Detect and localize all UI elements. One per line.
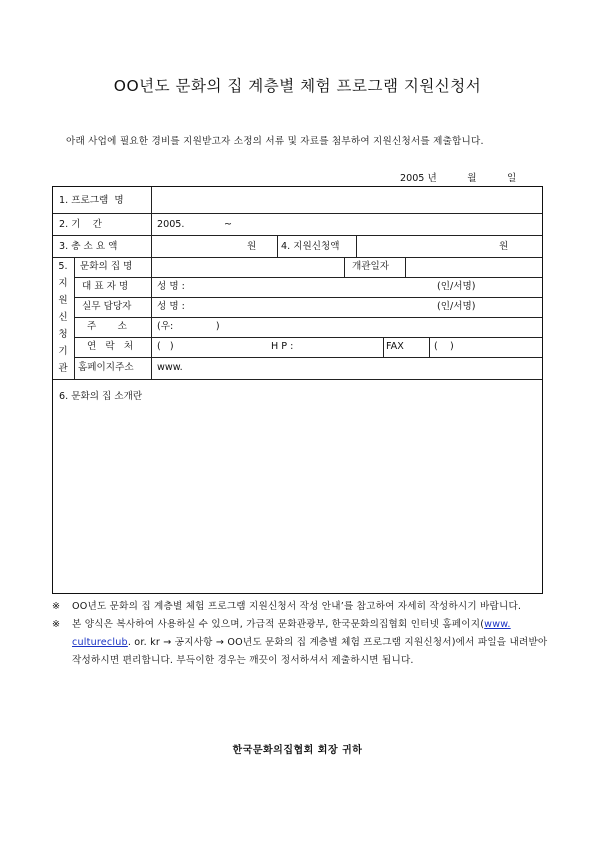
- homepage-field[interactable]: www.: [157, 362, 183, 373]
- note-mark: ※: [52, 619, 61, 630]
- date-year: 2005: [400, 173, 425, 184]
- manager-label: 실무 담당자: [82, 301, 132, 312]
- column-divider: [429, 337, 430, 357]
- manager-seal-label: (인/서명): [437, 301, 476, 312]
- address-label: 주 소: [87, 321, 127, 332]
- date-day-unit: 일: [507, 173, 517, 184]
- date-year-unit: 년: [427, 173, 437, 184]
- column-divider: [151, 257, 152, 379]
- phone-area-code[interactable]: ( ): [157, 341, 174, 352]
- manager-name-prefix: 성 명 :: [157, 301, 185, 312]
- postal-code-field[interactable]: (우: ): [157, 321, 220, 332]
- org-section-char: 관: [58, 363, 68, 374]
- program-name-label: 1. 프로그램 명: [59, 195, 124, 206]
- column-divider: [405, 257, 406, 277]
- row-divider: [74, 297, 542, 298]
- row-divider: [53, 213, 542, 214]
- column-divider: [356, 235, 357, 257]
- note-item: [52, 598, 552, 616]
- fax-area-code[interactable]: ( ): [434, 341, 454, 352]
- program-name-field[interactable]: [153, 189, 539, 211]
- note-text: . or. kr → 공지사항 → OO년도 문화의 집 계층별 체험 프로그램 지원신청서)에서 파일을 내려받아 작성하시면 편리합니다. 부득이한 경우는 깨끗이 정서하셔서 제출하시면 됩니다.: [72, 637, 548, 666]
- org-section-number: 5.: [58, 261, 68, 272]
- org-section-char: 지: [58, 278, 68, 289]
- row-divider: [74, 357, 542, 358]
- intro-paragraph: 아래 사업에 필요한 경비를 지원받고자 소정의 서류 및 자료를 첨부하여 지원신청서를 제출합니다.: [66, 136, 484, 147]
- note-text: 본 양식은 복사하여 사용하실 수 있으며, 가급적 문화관광부, 한국문화의집협회 인터넷 홈페이지(: [72, 619, 485, 630]
- house-intro-label: 6. 문화의 집 소개란: [59, 391, 143, 402]
- opening-date-label: 개관일자: [352, 261, 390, 272]
- org-section-char: 기: [58, 346, 68, 357]
- addressee-footer: 한국문화의집협회 회장 귀하: [232, 745, 363, 756]
- column-divider: [74, 257, 75, 379]
- period-separator: ~: [224, 219, 233, 230]
- column-divider: [383, 337, 384, 357]
- fax-label: FAX: [386, 341, 404, 352]
- representative-label: 대 표 자 명: [82, 281, 129, 292]
- note-text: OO년도 문화의 집 계층별 체험 프로그램 지원신청서 작성 안내’를 참고하여 자세히 작성하시기 바랍니다.: [72, 601, 522, 612]
- org-section-char: 원: [58, 295, 68, 306]
- note-item: [52, 616, 552, 670]
- org-section-label: [56, 258, 70, 377]
- house-name-label: 문화의 집 명: [80, 261, 133, 272]
- homepage-link[interactable]: www. cultureclub: [72, 619, 511, 648]
- requested-amount-label: 4. 지원신청액: [281, 241, 340, 252]
- notes: [52, 598, 552, 670]
- contact-label: 연 락 처: [87, 341, 134, 352]
- org-section-char: 청: [58, 329, 68, 340]
- mobile-label: H P :: [271, 341, 294, 352]
- row-divider: [53, 235, 542, 236]
- representative-seal-label: (인/서명): [437, 281, 476, 292]
- house-intro-field[interactable]: [57, 407, 539, 589]
- total-budget-label: 3. 총 소 요 액: [59, 241, 118, 252]
- document-title: OO년도 문화의 집 계층별 체험 프로그램 지원신청서: [113, 77, 482, 95]
- period-start-field[interactable]: 2005.: [157, 219, 185, 230]
- application-form: [52, 186, 543, 594]
- column-divider: [344, 257, 345, 277]
- row-divider: [74, 277, 542, 278]
- total-budget-unit: 원: [247, 241, 257, 252]
- org-section-char: 신: [58, 312, 68, 323]
- row-divider: [74, 337, 542, 338]
- homepage-label: 홈페이지주소: [78, 362, 134, 373]
- row-divider: [74, 317, 542, 318]
- period-label: 2. 기 간: [59, 219, 102, 230]
- date-month-unit: 월: [467, 173, 477, 184]
- column-divider: [277, 235, 278, 257]
- column-divider: [151, 187, 152, 257]
- row-divider: [53, 257, 542, 258]
- requested-amount-unit: 원: [499, 241, 509, 252]
- application-date: [400, 170, 550, 184]
- representative-name-prefix: 성 명 :: [157, 281, 185, 292]
- note-mark: ※: [52, 601, 61, 612]
- row-divider: [53, 379, 542, 380]
